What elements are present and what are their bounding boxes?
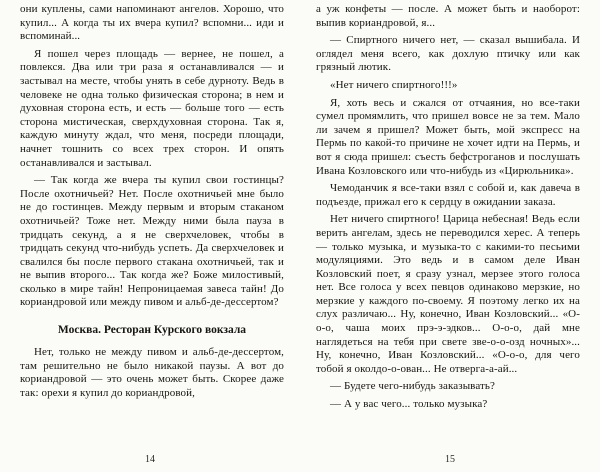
paragraph: — Так когда же вчера ты купил свои гостинцы? После охотничьей? Нет. После охотничьей мне было не до гостинцев. Между первым и вторым стаканом охотничьей? Тоже нет. Между ними была пауза в тридцать секунд, а я не сверхчеловек, чтобы в тридцать секунд что-нибудь успеть. Да сверхчеловек и свалился бы после первого стакана охотничьей, так и не выпив второго... Так когда же? Боже милостивый, сколько в мире тайн! Непроницаемая завеса тайн! До кориандровой или между пивом и альб-де-дессертом? (20, 174, 284, 309)
paragraph: Нет, только не между пивом и альб-де-дессертом, там решительно не было никакой паузы. А вот до кориандровой — это очень может быть. Скорее даже так: орехи я купил до кориандровой, (20, 346, 284, 399)
page-right-text (316, 3, 580, 412)
page-number-right: 15 (445, 454, 455, 465)
paragraph: а уж конфеты — после. А может быть и наоборот: выпив кориандровой, я... (316, 3, 580, 29)
paragraph: — Будете чего-нибудь заказывать? (330, 380, 496, 393)
paragraph: Я, хоть весь и сжался от отчаяния, но все-таки сумел промямлить, что пришел вовсе не за тем. Мало ли зачем я пришел? Может быть, мой экспресс на Пермь по какой-то причине не хочет идти на Пермь, и вот я сюда пришел: съесть бефстроганов и послушать Ивана Козловского или что-нибудь из «Цирюльника». (316, 96, 580, 177)
paragraph: они куплены, сами напоминают ангелов. Хорошо, что купил... А когда ты их вчера купил? вспомни... иди и вспоминай... (20, 3, 284, 43)
paragraph: «Нет ничего спиртного!!!» (330, 78, 458, 91)
page-left-text (20, 3, 284, 400)
paragraph: Чемоданчик я все-таки взял с собой и, как давеча в подъезде, прижал его к сердцу в ожидании заказа. (316, 182, 580, 208)
paragraph: — Спиртного ничего нет, — сказал вышибала. И оглядел меня всего, как дохлую птичку или как грязный лютик. (316, 34, 580, 74)
page-number-left: 14 (145, 454, 155, 465)
paragraph: Нет ничего спиртного! Царица небесная! Ведь если верить ангелам, здесь не переводился херес. А теперь — только музыка, и музыка-то с какими-то песьими модуляциями. Это ведь и в самом деле Иван Козловский поет, я сразу узнал, мерзее этого голоса нет. Все голоса у всех певцов одинаково мерзкие, но мерзкие у каждого по-своему. Я поэтому легко их на слух различаю... Ну, конечно, Иван Козловский... «О-о-о, чаша моих прэ-э-эдков... О-о-о, дай мне наглядеться на тебя при свете зве-о-о-озд ночных»... Ну, конечно, Иван Козловский... «О-о-о, для чего тобой я околдо-о-ован... Не отверга-а-ай... (316, 213, 580, 375)
paragraph: — А у вас чего... только музыка? (330, 398, 488, 411)
paragraph: Я пошел через площадь — вернее, не пошел, а повлекся. Два или три раза я останавливался — и застывал на месте, чтобы унять в себе дурноту. Ведь в человеке не одна только физическая сторона; в нем и духовная сторона есть, и есть — больше того — есть сторона мистическая, сверхдуховная сторона. Так я, каждую минуту ждал, что меня, посреди площади, начнет тошнить со всех трех сторон. И опять останавливался и застывал. (20, 47, 284, 169)
page-right (300, 0, 600, 472)
chapter-heading: Москва. Ресторан Курского вокзала (57, 324, 247, 337)
